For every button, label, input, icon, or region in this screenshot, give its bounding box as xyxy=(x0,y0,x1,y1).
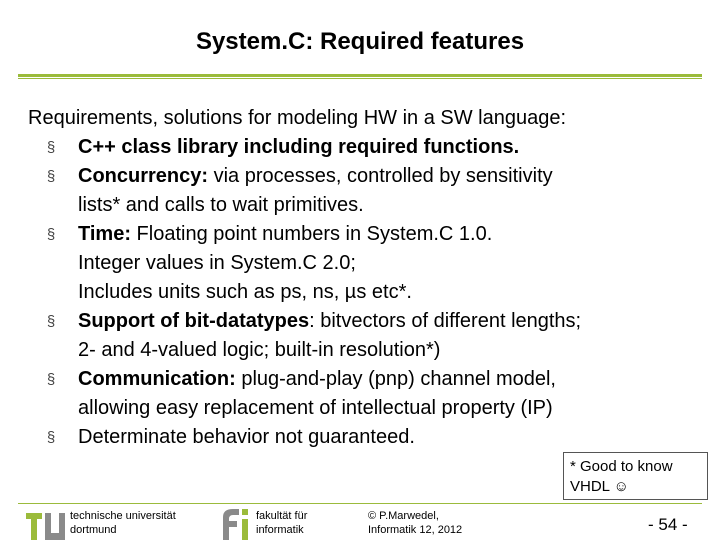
slide-title: System.C: Required features xyxy=(195,28,525,55)
bullet-lead: Support of bit-datatypes xyxy=(78,310,310,332)
slide-footer xyxy=(0,505,720,540)
bullet-marker-icon: § xyxy=(46,139,56,156)
university-name: technische universität dortmund xyxy=(70,510,176,536)
bullet-item xyxy=(28,162,708,220)
bullet-item xyxy=(28,133,708,162)
bullet-continuation: 2- and 4-valued logic; built-in resolution*) xyxy=(78,339,441,361)
faculty-logo-icon xyxy=(215,507,253,540)
bullet-lead: Concurrency: xyxy=(78,165,209,187)
title-divider xyxy=(18,74,702,80)
bullet-item xyxy=(28,220,708,307)
bullet-marker-icon: § xyxy=(46,371,56,388)
bullet-lead: Time: xyxy=(78,223,131,245)
bullet-lead: Communication: xyxy=(78,368,236,390)
faculty-name: fakultät für informatik xyxy=(256,510,308,536)
bullet-continuation: lists* and calls to wait primitives. xyxy=(78,194,364,216)
bullet-marker-icon: § xyxy=(46,226,56,243)
footnote-box xyxy=(563,452,708,500)
footnote-line: VHDL ☺ xyxy=(570,478,629,495)
bullet-marker-icon: § xyxy=(46,168,56,185)
bullet-text: via processes, controlled by sensitivity xyxy=(208,165,553,187)
bullet-continuation: Integer values in System.C 2.0; xyxy=(78,252,356,274)
bullet-text: : bitvectors of different lengths; xyxy=(309,310,582,332)
bullet-continuation: Includes units such as ps, ns, µs etc*. xyxy=(78,281,412,303)
bullet-lead: C++ class library including required functions. xyxy=(78,136,520,158)
footnote-line: * Good to know xyxy=(570,458,673,475)
bullet-text: Floating point numbers in System.C 1.0. xyxy=(130,223,493,245)
bullet-marker-icon: § xyxy=(46,313,56,330)
bullet-item xyxy=(28,423,708,452)
bullet-text: Determinate behavior not guaranteed. xyxy=(78,426,415,448)
bullet-marker-icon: § xyxy=(46,429,56,446)
tu-dortmund-logo-icon xyxy=(26,507,70,540)
bullet-text: plug-and-play (pnp) channel model, xyxy=(235,368,556,390)
slide-body xyxy=(28,104,708,452)
bullet-item xyxy=(28,365,708,423)
bullet-item xyxy=(28,307,708,365)
intro-text: Requirements, solutions for modeling HW in a SW language: xyxy=(28,107,567,129)
author-credit: © P.Marwedel, Informatik 12, 2012 xyxy=(368,510,463,536)
page-number: - 54 - xyxy=(648,515,688,534)
footer-divider xyxy=(18,503,702,504)
bullet-list xyxy=(28,133,708,452)
bullet-continuation: allowing easy replacement of intellectual property (IP) xyxy=(78,397,553,419)
